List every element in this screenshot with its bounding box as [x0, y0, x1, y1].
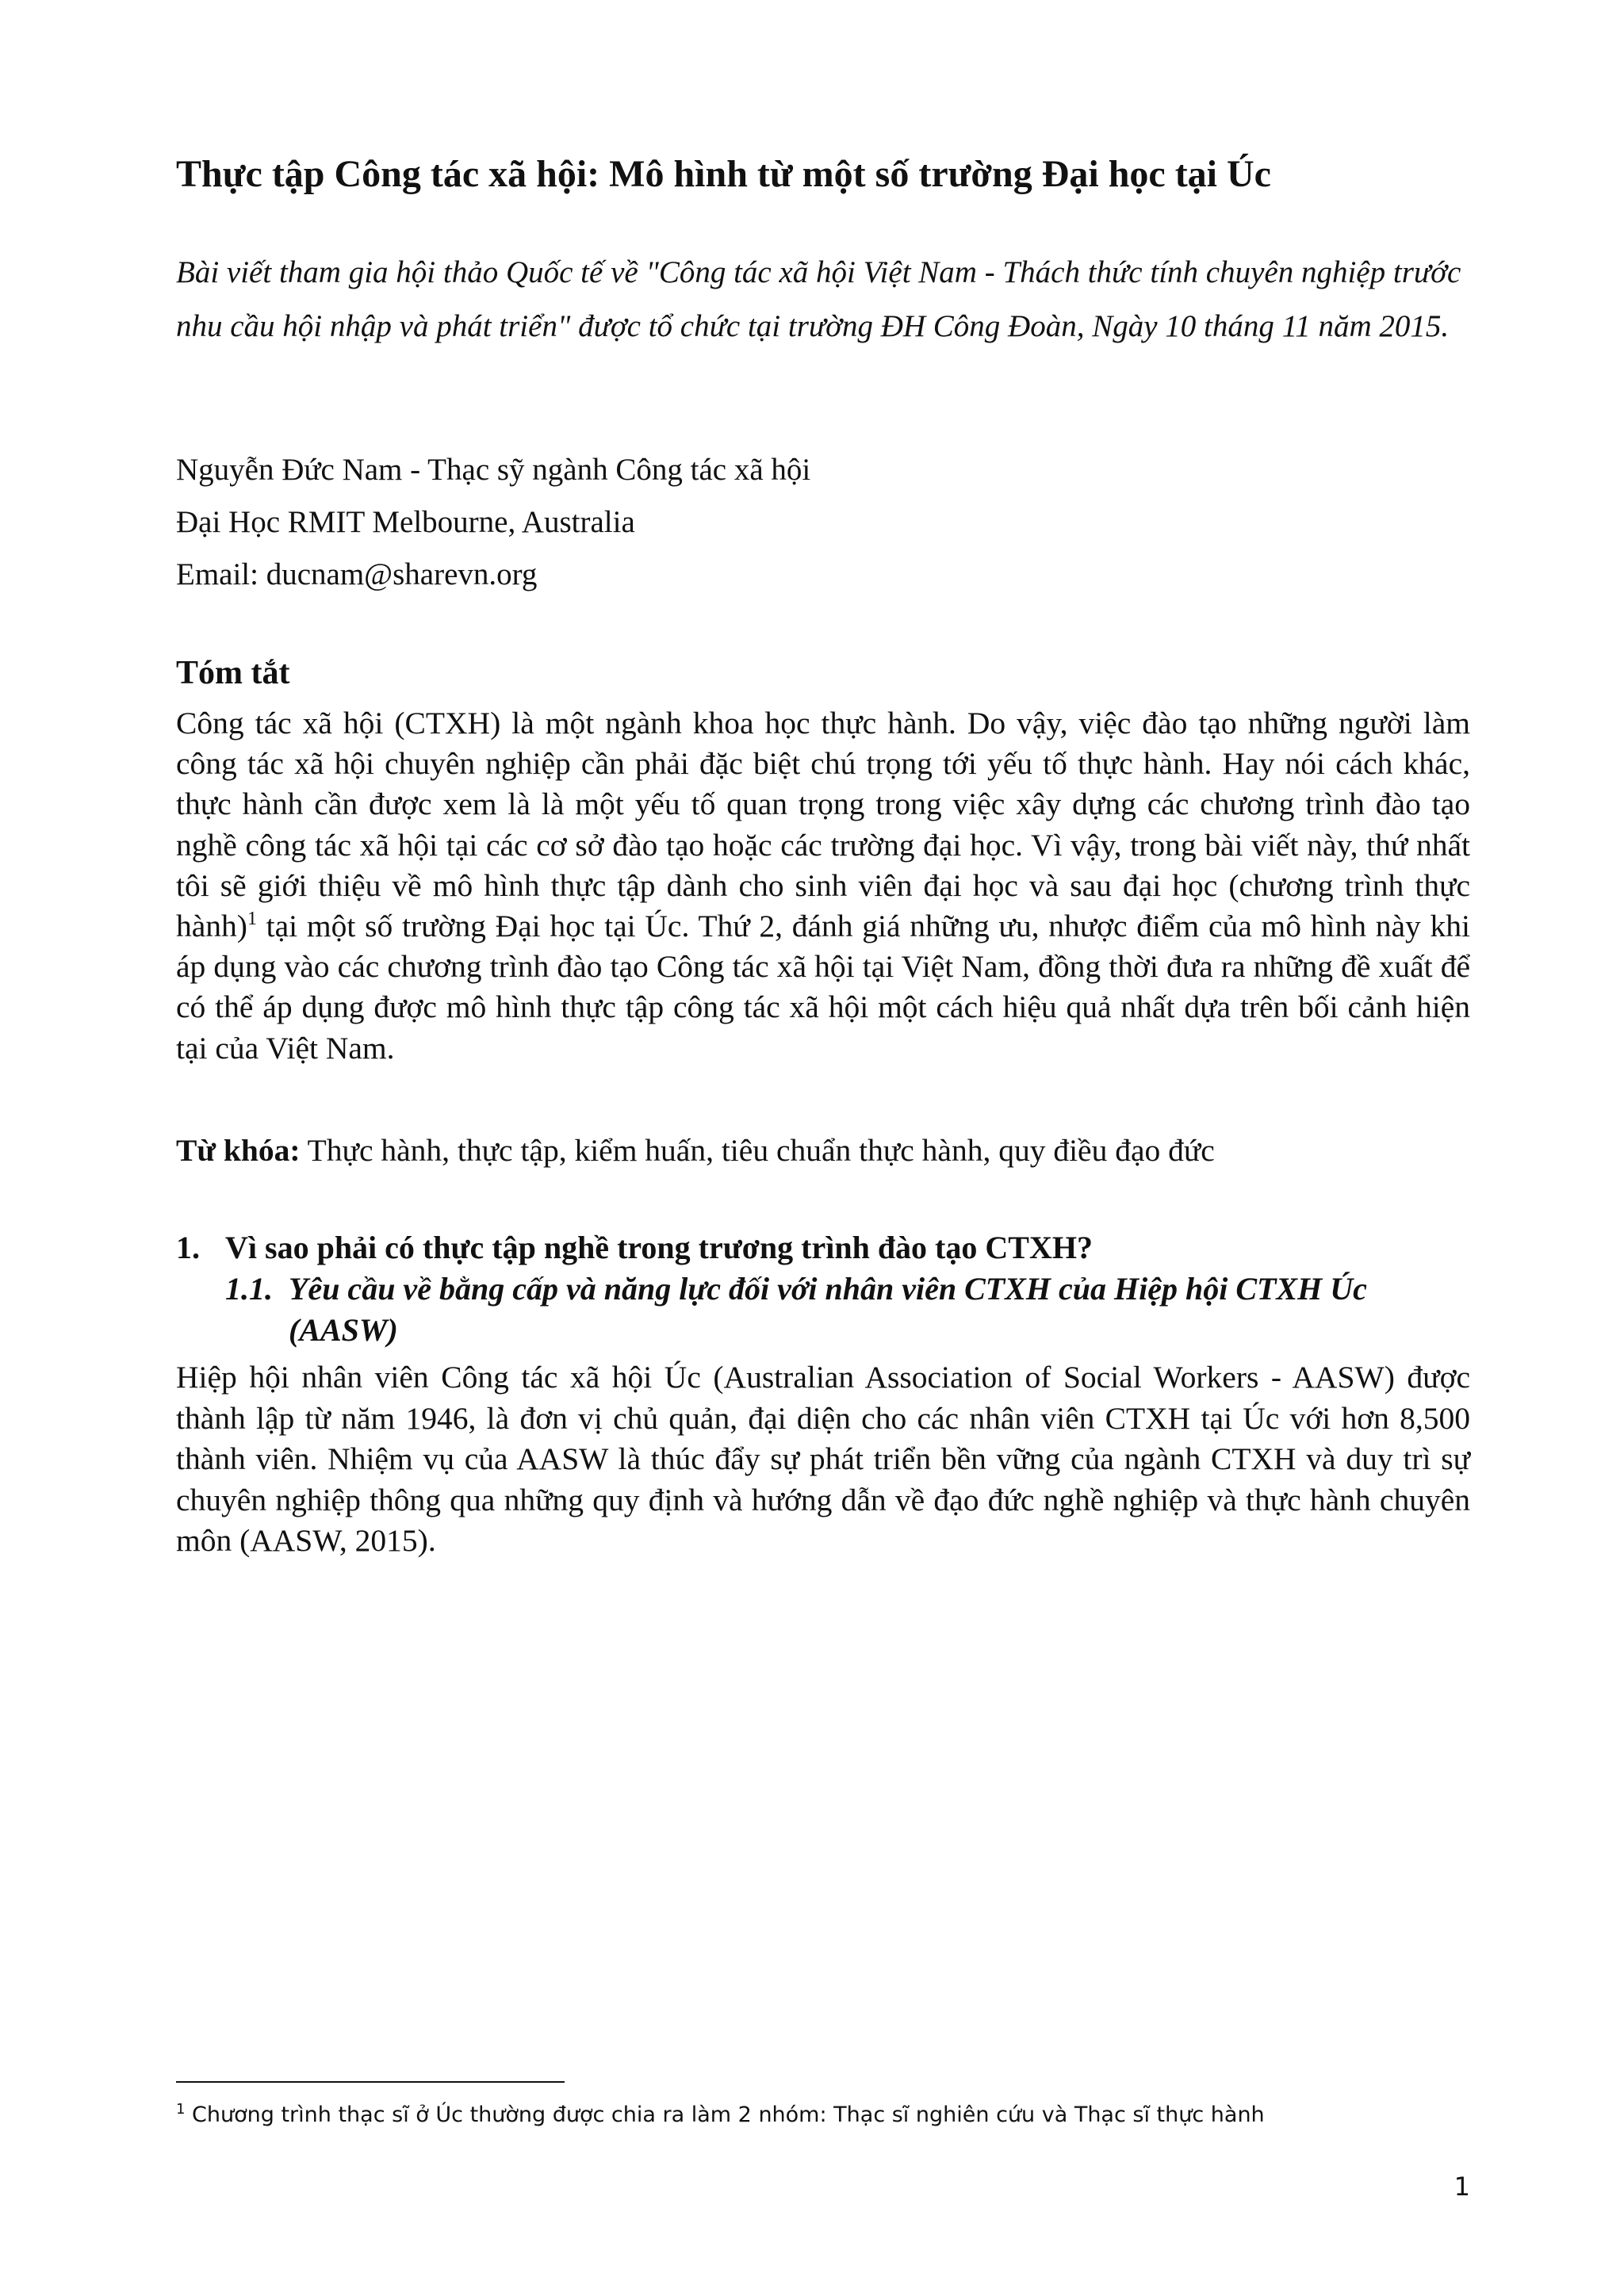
- footnote-mark: 1: [176, 2101, 186, 2118]
- section-1-1-number: 1.1.: [225, 1271, 273, 1307]
- author-name: Nguyễn Đức Nam - Thạc sỹ ngành Công tác xã hội: [176, 453, 811, 487]
- abstract-heading: Tóm tắt: [176, 655, 290, 691]
- footnote: [176, 2101, 1470, 2130]
- abstract-text-part1: Công tác xã hội (CTXH) là một ngành khoa học thực hành. Do vậy, việc đào tạo những người làm công tác xã hội chuyên nghiệp cần phải đặc biệt chú trọng tới yếu tố thực hành. Hay nói cách khác, thực hành cần được xem là là một yếu tố quan trọng trong việc xây dựng các chương trình đào tạo nghề công tác xã hội tại các cơ sở đào tạo hoặc các trường đại học. Vì vậy, trong bài viết này, thứ nhất tôi sẽ giới thiệu về mô hình thực tập dành cho sinh viên đại học và sau đại học (chương trình thực hành): [176, 706, 1470, 944]
- section-1-paragraph: Hiệp hội nhân viên Công tác xã hội Úc (Australian Association of Social Workers - AASW) được thành lập từ năm 1946, là đơn vị chủ quản, đại diện cho các nhân viên CTXH tại Úc với hơn 8,500 thành viên. Nhiệm vụ của AASW là thúc đẩy sự phát triển bền vững của ngành CTXH và duy trì sự chuyên nghiệp thông qua những quy định và hướng dẫn về đạo đức nghề nghiệp và thực hành chuyên môn (AASW, 2015).: [176, 1360, 1470, 1558]
- keywords-label: Từ khóa:: [176, 1133, 301, 1168]
- abstract-text-part2: tại một số trường Đại học tại Úc. Thứ 2, đánh giá những ưu, nhược điểm của mô hình này khi áp dụng vào các chương trình đào tạo Công tác xã hội tại Việt Nam, đồng thời đưa ra những đề xuất để có thể áp dụng được mô hình thực tập công tác xã hội một cách hiệu quả nhất dựa trên bối cảnh hiện tại của Việt Nam.: [176, 909, 1470, 1066]
- abstract-text: [176, 703, 1470, 1069]
- section-1-heading: [176, 1227, 1470, 1269]
- footnote-divider: [176, 2081, 565, 2083]
- conference-note: Bài viết tham gia hội thảo Quốc tế về "Công tác xã hội Việt Nam - Thách thức tính chuyên nghiệp trước nhu cầu hội nhập và phát triển" được tổ chức tại trường ĐH Công Đoàn, Ngày 10 tháng 11 năm 2015.: [176, 255, 1461, 343]
- author-email: Email: ducnam@sharevn.org: [176, 557, 538, 591]
- section-1-1-title-cont: (AASW): [289, 1312, 398, 1348]
- keywords-text: Thực hành, thực tập, kiểm huấn, tiêu chuẩn thực hành, quy điều đạo đức: [300, 1133, 1215, 1168]
- footnote-text: Chương trình thạc sĩ ở Úc thường được chia ra làm 2 nhóm: Thạc sĩ nghiên cứu và Thạc sĩ thực hành: [185, 2103, 1265, 2127]
- page-number: 1: [1454, 2172, 1470, 2202]
- section-1-title: Vì sao phải có thực tập nghề trong trương trình đào tạo CTXH?: [225, 1230, 1093, 1265]
- document-page: [176, 0, 1470, 2296]
- author-affiliation: Đại Học RMIT Melbourne, Australia: [176, 505, 635, 539]
- section-1-1-heading: [225, 1269, 1470, 1351]
- footnote-reference: 1: [247, 909, 257, 930]
- keywords: [176, 1130, 1470, 1171]
- paper-title: Thực tập Công tác xã hội: Mô hình từ một số trường Đại học tại Úc: [176, 153, 1271, 195]
- section-1-1-title: Yêu cầu về bằng cấp và năng lực đối với nhân viên CTXH của Hiệp hội CTXH Úc: [289, 1271, 1367, 1307]
- section-1-number: 1.: [176, 1230, 200, 1265]
